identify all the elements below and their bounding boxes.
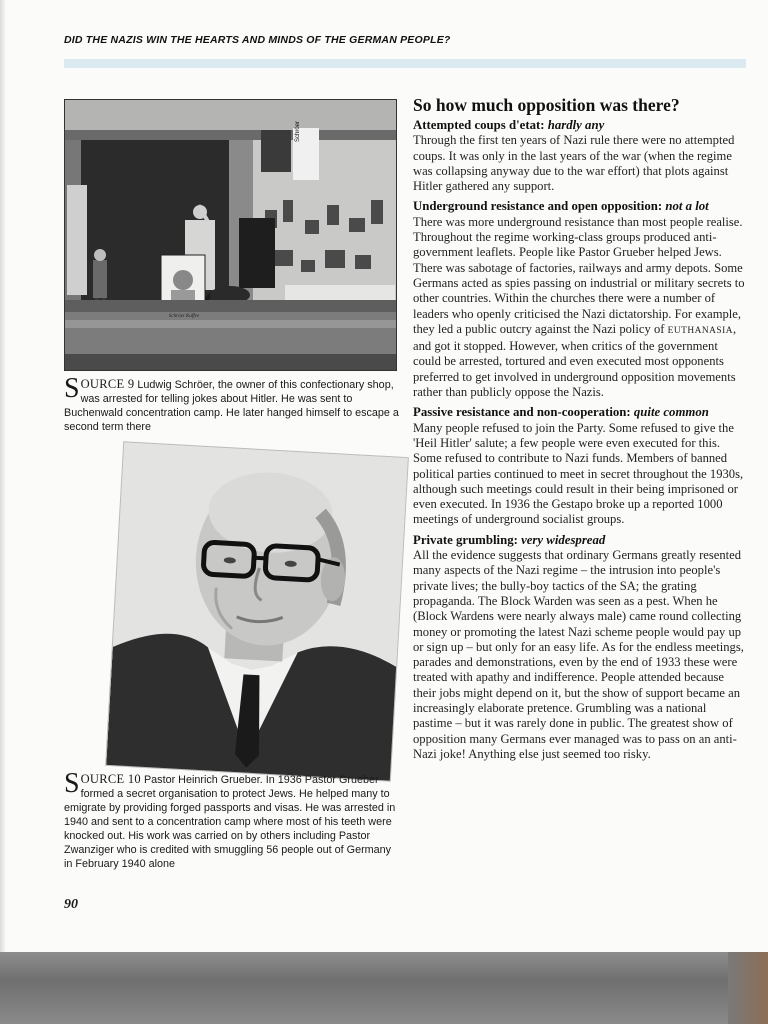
source10-drop-letter: S — [64, 768, 80, 799]
header-rule — [64, 59, 746, 68]
section-body: Many people refused to join the Party. Some refused to give the 'Heil Hitler' salute; a few people were even executed for this. Some refused to contribute to Nazi funds. Members of banned political parties continued to meet in secret throughout the 1930s, although such meetings could result in their being imprisoned or even executed. In 1936 the Gestapo broke up a reported 1000 meetings of underground socialist groups. — [413, 420, 744, 527]
article-title: So how much opposition was there? — [413, 95, 680, 115]
section-body: All the evidence suggests that ordinary Germans greatly resented many aspects of the Nazi regime – the intrusion into people's private lives; the bully-boy tactics of the SA; the grating propaganda. The Block Warden was seen as a pest. When he (Block Wardens were nearly always male) came round collecting money or promoting the latest Nazi scheme people would pay up or sign up – but only for an easy life. As for the endless meetings, parades and demonstrations, even by the end of 1933 these were treated with apathy and indifference. People attended because their jobs might depend on it, but the show of support became an increasingly elaborate pretence. Grumbling was a national pastime – but it was rarely done in public. The greatest show of opposition many Germans ever managed was to pass on an anti-Nazi joke! Anything else just seemed too risky. — [413, 548, 744, 761]
source10-label: OURCE 10 — [80, 772, 141, 786]
source9-photo — [64, 99, 397, 371]
section-heading — [413, 199, 747, 214]
section-heading — [413, 118, 747, 133]
source9-caption — [64, 373, 400, 434]
section-heading-label: Passive resistance and non-cooperation: — [413, 405, 631, 420]
glossary-term: EUTHANASIA — [667, 325, 734, 336]
source9-drop-letter: S — [64, 373, 80, 404]
section-heading-label: Private grumbling: — [413, 532, 518, 547]
section-heading — [413, 405, 747, 420]
section-verdict: quite common — [633, 405, 709, 420]
source9-label: OURCE 9 — [80, 377, 135, 391]
section-body-part: There was more underground resistance than most people realise. Throughout the regime working-class groups produced anti-government leaflets. People like Pastor Grueber helped Jews. There was sabotage of factories, railways and army depots. Some Germans acted as spies passing on industrial or military secrets to other countries. Within the churches there were a number of leaders who openly criticised the Nazi dictatorship. For example, they led a public outcry against the Nazi policy of — [413, 214, 745, 336]
article — [413, 94, 747, 767]
section-verdict: hardly any — [547, 118, 605, 132]
source10-caption — [64, 768, 400, 871]
scan-background-strip — [0, 952, 768, 1024]
section-heading-label: Underground resistance and open opposition: — [413, 199, 663, 214]
section-body: Through the first ten years of Nazi rule there were no attempted coups. It was only in the last years of the war (when the regime was collapsing anyway due to the war effort) that plots against Hitler gathered any support. — [413, 133, 735, 194]
page-number: 90 — [64, 897, 78, 912]
section-heading — [413, 533, 747, 548]
shop-sign: Schröer — [295, 120, 301, 142]
page-gutter-shadow — [0, 0, 6, 952]
section-body — [413, 215, 747, 401]
source10-photo — [105, 441, 409, 781]
section-body-part: , and got it stopped. However, when critics of the government could be arrested, tortured and even executed most opponents preferred to get involved in underground opposition movements rather than publicly oppose the Nazis. — [413, 321, 737, 400]
section-verdict: not a lot — [665, 199, 709, 214]
source9-text: Ludwig Schröer, the owner of this confectionary shop, was arrested for telling jokes about Hitler. He was sent to Buchenwald concentration camp. He later hanged himself to escape a second term there — [64, 379, 399, 433]
running-head: DID THE NAZIS WIN THE HEARTS AND MINDS OF THE GERMAN PEOPLE? — [64, 34, 451, 46]
poster-text: Schröer Kaffee — [168, 314, 200, 319]
source10-text: Pastor Heinrich Grueber. In 1936 Pastor Grueber formed a secret organisation to protect Jews. He helped many to emigrate by providing forged passports and visas. He was arrested in 1940 and sent to a concentration camp where most of his teeth were knocked out. His work was carried on by others including Pastor Zwanziger who is credited with smuggling 56 people out of Germany in February 1940 alone — [64, 774, 396, 870]
section-heading-label: Attempted coups d'etat: — [413, 118, 545, 132]
section-verdict: very widespread — [521, 532, 606, 547]
